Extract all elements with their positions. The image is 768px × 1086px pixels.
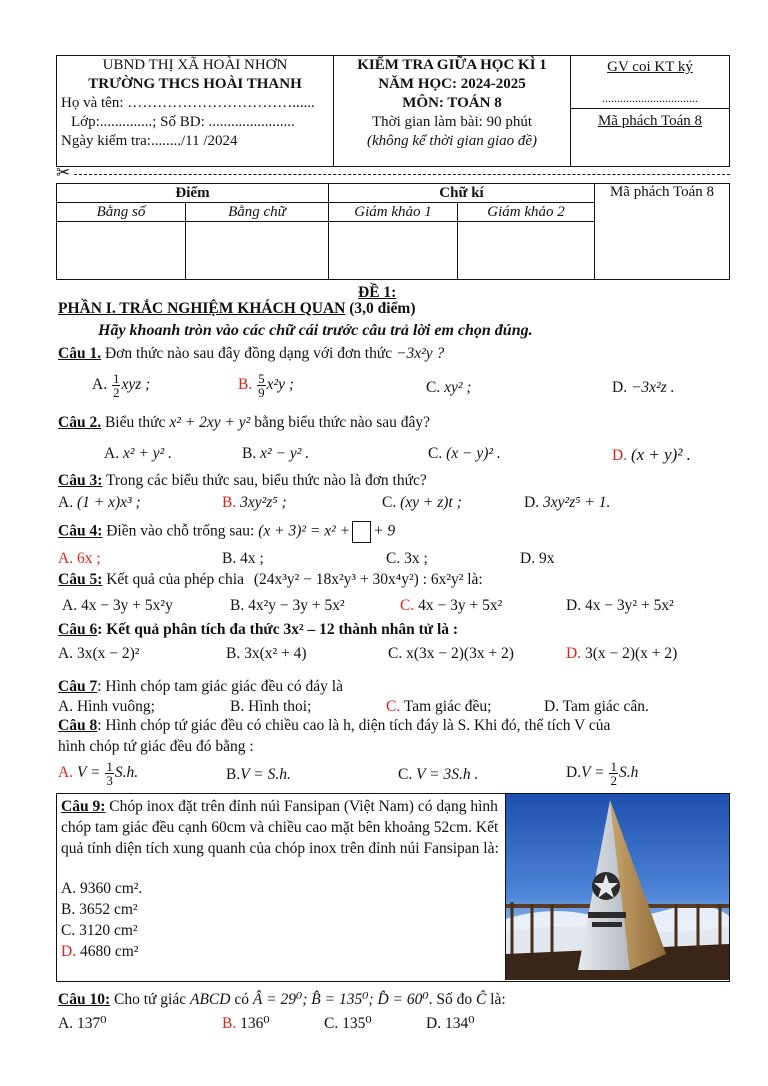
examiner-2-label: Giám khảo 2 [458,203,595,222]
q5-option-c[interactable]: C. 4x − 3y + 5x² [400,597,503,614]
q10-option-b[interactable]: B. 136⁰ [222,1015,270,1032]
part1-points: (3,0 điểm) [349,300,416,317]
fraction: $\frac{1}{3}$ [106,759,113,788]
q7-option-c[interactable]: C. Tam giác đều; [386,698,492,715]
q3-label: Câu 3: [58,472,103,489]
q10-label: Câu 10: [58,991,111,1008]
question-6 [58,621,458,639]
q6-option-b[interactable]: B. 3x(x² + 4) [226,645,307,662]
q2-text-a: Biểu thức [104,414,166,431]
q10-option-c[interactable]: C. 135⁰ [324,1015,372,1032]
q1-label: Câu 1. [58,345,102,362]
q2-expr: x² + 2xy + y² [169,414,251,431]
q10-text-b: có [234,991,249,1008]
name-line: Họ và tên: ……………………………...... [61,95,315,111]
q3-option-b[interactable]: B. 3xy²z⁵ ; [222,494,287,511]
q4-text: Điền vào chỗ trống sau: [106,522,255,540]
secret-code-label: Mã phách Toán 8 [597,113,703,129]
school-year: NĂM HỌC: 2024-2025 [378,76,526,92]
q6-text: : Kết quả phân tích đa thức 3x² – 12 thành nhân tử là : [97,621,459,638]
q8-option-b[interactable]: B.V = S.h. [226,766,291,783]
examiner-1-label: Giám khảo 1 [329,203,458,222]
question-5 [58,571,483,589]
q10-angle-c: Ĉ [475,991,487,1008]
q9-text: Chóp inox đặt trên đỉnh núi Fansipan (Việt Nam) có dạng hình chóp tam giác đều cạnh 60cm và chiều cao mặt bên khoảng 52cm. Kết quả tính diện tích xung quanh của chóp inox trên đỉnh núi Fansipan là: [61,798,499,857]
examiner-2-box[interactable] [458,222,595,280]
q8-text-2: hình chóp tứ giác đều đó bằng : [58,738,254,755]
q10-angles: Â = 29⁰; B̂ = 135⁰; D̂ = 60⁰ [252,991,429,1008]
q1-option-b[interactable]: B. $\frac{5}{9}$ x²y ; [238,371,295,400]
q4-label: Câu 4: [58,522,103,540]
score-table [56,183,730,280]
q7-text: : Hình chóp tam giác giác đều có đáy là [97,678,343,695]
question-1 [58,345,444,363]
header-table [56,55,730,167]
code-cell [595,184,730,280]
authority-name: UBND THỊ XÃ HOÀI NHƠN [102,57,288,73]
score-words-box[interactable] [186,222,329,280]
q7-option-a[interactable]: A. Hình vuông; [58,698,155,715]
q2-label: Câu 2. [58,414,102,431]
question-2 [58,414,430,432]
proctor-signature-label: GV coi KT ký [607,59,693,75]
class-line: Lớp:..............; Số BD: ....................... [71,114,295,130]
q3-option-a[interactable]: A. (1 + x)x³ ; [58,494,141,511]
header-left [57,56,334,167]
question-10 [58,990,506,1009]
q10-text-d: là: [490,991,506,1008]
q3-option-c[interactable]: C. (xy + z)t ; [382,494,462,511]
blank-box[interactable] [352,521,371,543]
q10-text-c: . Số đo [428,991,473,1008]
scissors-icon: ✂ [56,163,71,183]
q9-option-a[interactable]: A. 9360 cm². [61,880,143,897]
score-in-numbers-label: Bằng số [57,203,186,222]
q4-expr-left: (x + 3)² = x² + [258,522,351,540]
header-right [571,56,730,167]
q7-label: Câu 7 [58,678,98,695]
q7-option-b[interactable]: B. Hình thoi; [230,698,312,715]
part1-title: PHẦN I. TRẮC NGHIỆM KHÁCH QUAN [58,300,346,317]
question-8 [58,717,610,735]
school-name: TRƯỜNG THCS HOÀI THANH [88,76,302,92]
q8-text-1: : Hình chóp tứ giác đều có chiều cao là h, diện tích đáy là S. Khi đó, thể tích V của [97,717,611,734]
date-line: Ngày kiểm tra:......../11 /2024 [61,133,238,149]
fansipan-summit-image [506,794,729,980]
q8-option-c[interactable]: C. V = 3S.h . [398,766,479,783]
header-middle [334,56,571,167]
q8-option-a[interactable]: A. V = $\frac{1}{3}$ S.h. [58,759,139,788]
signature-header: Chữ kí [329,184,595,203]
score-in-words-label: Bằng chữ [186,203,329,222]
score-header: Điểm [57,184,329,203]
q2-option-d[interactable]: D. (x + y)² . [612,445,691,464]
q6-label: Câu 6 [58,621,98,638]
code-header: Mã phách Toán 8 [609,184,715,200]
q4-option-d[interactable]: D. 9x [520,550,555,567]
fraction: $\frac{1}{2}$ [610,759,617,788]
question-3 [58,472,427,490]
q1-option-c[interactable]: C. xy² ; [426,379,472,396]
q5-option-d[interactable]: D. 4x − 3y² + 5x² [566,597,674,614]
exam-title: KIỂM TRA GIỮA HỌC KÌ 1 [357,57,547,73]
score-number-box[interactable] [57,222,186,280]
duration: Thời gian làm bài: 90 phút [372,114,532,130]
cut-line [74,174,730,175]
q10-option-d[interactable]: D. 134⁰ [426,1015,475,1032]
q10-text-a: Cho tứ giác [113,991,187,1008]
q6-option-d[interactable]: D. 3(x − 2)(x + 2) [566,645,678,662]
q2-option-c[interactable]: C. (x − y)² . [428,445,501,462]
q9-option-b[interactable]: B. 3652 cm² [61,901,138,918]
question-7 [58,678,343,696]
q6-option-c[interactable]: C. x(3x − 2)(3x + 2) [388,645,514,662]
duration-note: (không kể thời gian giao đề) [366,133,538,149]
examiner-1-box[interactable] [329,222,458,280]
q1-expr: −3x²y ? [396,345,445,362]
q7-option-d[interactable]: D. Tam giác cân. [544,698,649,715]
instruction: Hãy khoanh tròn vào các chữ cái trước câu trả lời em chọn đúng. [98,322,533,339]
fraction: $\frac{5}{9}$ [258,371,265,400]
q2-text-b: bằng biểu thức nào sau đây? [254,414,431,431]
q5-option-b[interactable]: B. 4x²y − 3y + 5x² [230,597,345,614]
q9-option-d[interactable]: D. 4680 cm² [61,943,139,960]
q5-text: Kết quả của phép chia [106,571,244,588]
q6-option-a[interactable]: A. 3x(x − 2)² [58,645,140,662]
q9-label: Câu 9: [61,798,106,815]
q5-expr: (24x³y² − 18x²y³ + 30x⁴y²) : 6x²y² là: [253,571,483,588]
q8-option-d[interactable]: D.V = $\frac{1}{2}$ S.h [566,759,639,788]
q4-option-c[interactable]: C. 3x ; [386,550,428,567]
q3-text: Trong các biểu thức sau, biểu thức nào là đơn thức? [105,472,427,489]
fraction: $\frac{1}{2}$ [112,371,120,400]
q2-option-b[interactable]: B. x² − y² . [242,445,310,462]
part1-heading [58,300,416,318]
question-9-text [61,796,501,859]
q9-option-c[interactable]: C. 3120 cm² [61,922,138,939]
q8-label: Câu 8 [58,717,98,734]
q5-option-a[interactable]: A. 4x − 3y + 5x²y [62,597,173,614]
q10-option-a[interactable]: A. 137⁰ [58,1015,107,1032]
q10-quad: ABCD [189,991,231,1008]
question-4 [58,521,395,543]
q5-label: Câu 5: [58,571,103,588]
q2-option-a[interactable]: A. x² + y² . [104,445,172,462]
question-9-box [56,793,730,982]
q1-text: Đơn thức nào sau đây đồng dạng với đơn thức [104,345,393,362]
q4-expr-right: + 9 [373,522,396,540]
exam-code: ĐỀ 1: [358,284,397,301]
q4-option-b[interactable]: B. 4x ; [222,550,264,567]
q3-option-d[interactable]: D. 3xy²z⁵ + 1. [524,494,611,511]
q1-option-d[interactable]: D. −3x²z . [612,379,675,396]
proctor-dots: ................................ [602,91,698,105]
q1-option-a[interactable]: A. $\frac{1}{2}$ xyz ; [92,371,151,400]
fansipan-photo [505,794,729,980]
subject: MÔN: TOÁN 8 [402,95,502,111]
q4-option-a[interactable]: A. 6x ; [58,550,101,567]
